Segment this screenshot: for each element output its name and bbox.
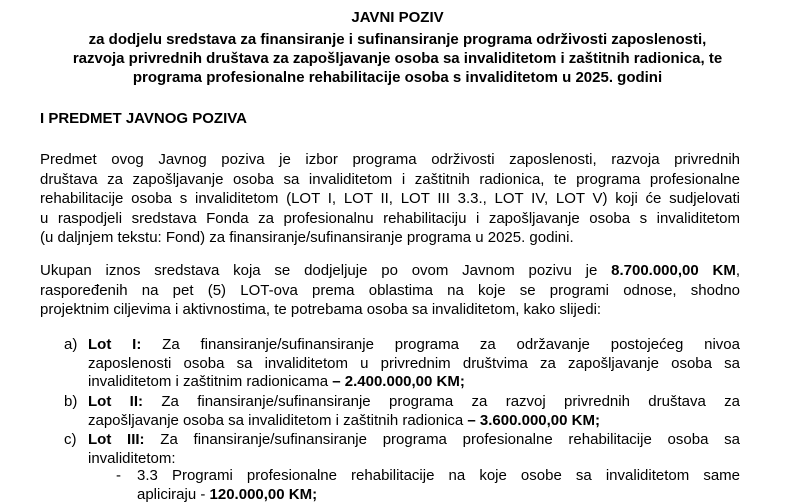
lot-amount: – 3.600.000,00 KM; xyxy=(467,412,600,429)
list-marker: b) xyxy=(64,393,77,412)
document-title xyxy=(40,8,755,87)
lot-line: zaposlenosti osoba sa invaliditetom u privrednim društvima za zapošljavanje osoba sa xyxy=(88,355,740,374)
paragraph-line: društava za zapošljavanje osoba sa invaliditetom i zaštitnih radionica, te programa profesionalne xyxy=(40,170,740,190)
title-line-3: razvoja privrednih društava za zapošljavanje osoba sa invaliditetom i zaštitnih radionica, te xyxy=(40,49,755,68)
lot-text: zapošljavanje osoba sa invaliditetom i zaštitnih radionica xyxy=(88,412,467,429)
lot-label: Lot III: xyxy=(88,431,145,448)
lot-text: Za finansiranje/sufinansiranje programa profesionalne rehabilitacije osoba sa xyxy=(145,431,740,448)
sub-text: apliciraju - xyxy=(137,486,210,503)
paragraph-line: Predmet ovog Javnog poziva je izbor programa održivosti zaposlenosti, razvoja privrednih xyxy=(40,150,740,170)
lot-line xyxy=(88,393,740,412)
paragraph-total-amount xyxy=(40,261,740,320)
total-amount: 8.700.000,00 KM xyxy=(611,262,736,279)
sub-amount: 120.000,00 KM; xyxy=(210,486,318,503)
list-marker: c) xyxy=(64,431,77,450)
list-marker: a) xyxy=(64,336,77,355)
dash-bullet: - xyxy=(116,467,121,486)
lot-line xyxy=(88,431,740,450)
lot-line xyxy=(88,336,740,355)
lot-line xyxy=(88,412,740,431)
lot-line xyxy=(88,373,740,392)
paragraph-line: u raspodjeli sredstava Fonda za profesionalnu rehabilitaciju i zapošljavanje osoba s invaliditetom xyxy=(40,209,740,229)
paragraph-line: projektnim ciljevima i aktivnostima, te potrebama osoba sa invaliditetom, kako slijedi: xyxy=(40,300,740,320)
amount-intro: Ukupan iznos sredstava koja se dodjeljuje po ovom Javnom pozivu je xyxy=(40,262,597,279)
title-line-4: programa profesionalne rehabilitacije osoba s invaliditetom u 2025. godini xyxy=(40,68,755,87)
paragraph-line: raspoređenih na pet (5) LOT-ova prema oblastima na koje se programi odnose, shodno xyxy=(40,281,740,301)
sub-line: 3.3 Programi profesionalne rehabilitacije na koje osobe sa invaliditetom same xyxy=(137,467,740,486)
section-heading: I PREDMET JAVNOG POZIVA xyxy=(40,110,247,127)
lot-text: invaliditetom i zaštitnim radionicama xyxy=(88,373,332,390)
title-line-1: JAVNI POZIV xyxy=(40,8,755,27)
lot-text: Za finansiranje/sufinansiranje programa za razvoj privrednih društava za xyxy=(143,393,740,410)
paragraph-line xyxy=(40,261,740,281)
lot-item-a xyxy=(40,336,740,392)
lot-text: Za finansiranje/sufinansiranje programa za održavanje postojećeg nivoa xyxy=(141,336,740,353)
lot-label: Lot I: xyxy=(88,336,141,353)
paragraph-subject xyxy=(40,150,740,248)
lot-item-c xyxy=(40,431,740,468)
lot-line: invaliditetom: xyxy=(88,450,740,469)
amount-comma: , xyxy=(736,262,740,279)
title-line-2: za dodjelu sredstava za finansiranje i sufinansiranje programa održivosti zaposlenosti, xyxy=(40,30,755,49)
paragraph-line: rehabilitacije osoba s invaliditetom (LOT I, LOT II, LOT III 3.3., LOT IV, LOT V) koji će sudjelovati xyxy=(40,189,740,209)
sub-item-3-3 xyxy=(40,467,740,504)
sub-line xyxy=(137,486,740,504)
paragraph-line: (u daljnjem tekstu: Fond) za finansiranje/sufinansiranje programa u 2025. godini. xyxy=(40,228,740,248)
lot-item-b xyxy=(40,393,740,430)
lot-label: Lot II: xyxy=(88,393,143,410)
lot-amount: – 2.400.000,00 KM; xyxy=(332,373,465,390)
